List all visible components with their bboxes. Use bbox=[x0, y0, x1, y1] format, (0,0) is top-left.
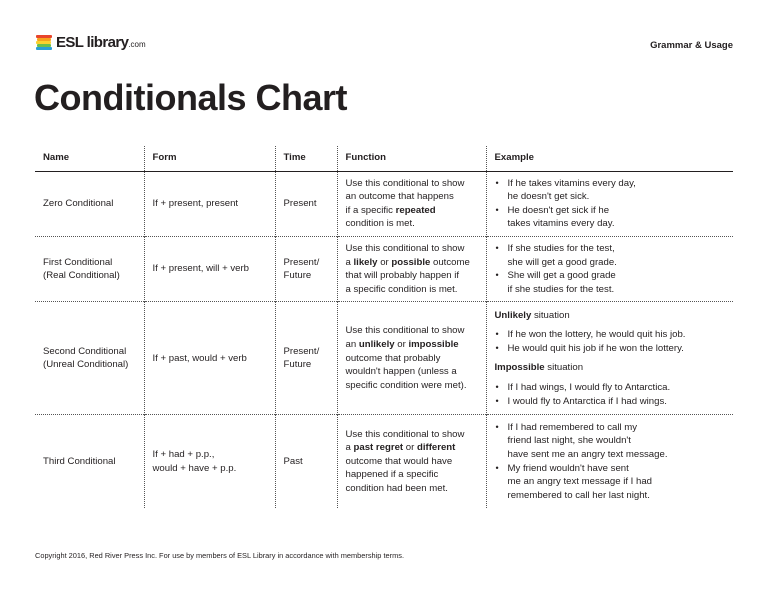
section-label: Grammar & Usage bbox=[650, 40, 733, 51]
row-time: Present/ Future bbox=[275, 302, 337, 415]
row-name: First Conditional (Real Conditional) bbox=[35, 236, 144, 301]
row-time: Present bbox=[275, 171, 337, 236]
list-item: • If he takes vitamins every day, he doesn't get sick. bbox=[495, 177, 726, 204]
list-item: • If I had wings, I would fly to Antarctica. bbox=[495, 381, 726, 395]
table-row bbox=[35, 302, 733, 415]
list-item: • She will get a good grade if she studies for the test. bbox=[495, 269, 726, 296]
unlikely-situation-label: Unlikely situation bbox=[494, 309, 570, 321]
row-form: If + past, would + verb bbox=[144, 302, 275, 415]
header-example: Example bbox=[486, 146, 733, 171]
row-time: Present/ Future bbox=[275, 236, 337, 301]
conditionals-table bbox=[35, 146, 733, 508]
table-row bbox=[35, 415, 733, 508]
row-function: Use this conditional to show an unlikely or impossible outcome that probably wouldn't happen (unless a specific condition were met). bbox=[337, 302, 486, 415]
list-item: • He would quit his job if he won the lottery. bbox=[495, 342, 726, 356]
row-function: Use this conditional to show an outcome that happens if a specific repeated condition is met. bbox=[337, 171, 486, 236]
header-form: Form bbox=[144, 146, 275, 171]
row-function: Use this conditional to show a past regret or different outcome that would have happened if a specific condition had been met. bbox=[337, 415, 486, 508]
list-item: • If he won the lottery, he would quit his job. bbox=[495, 328, 726, 342]
row-form: If + present, will + verb bbox=[144, 236, 275, 301]
row-example bbox=[486, 236, 733, 301]
esl-library-logo[interactable] bbox=[35, 34, 146, 51]
row-form: If + had + p.p., would + have + p.p. bbox=[144, 415, 275, 508]
row-example bbox=[486, 171, 733, 236]
row-example bbox=[486, 415, 733, 508]
copyright-footer: Copyright 2016, Red River Press Inc. For use by members of ESL Library in accordance with membership terms. bbox=[35, 551, 404, 560]
list-item: • If I had remembered to call my friend last night, she wouldn't have sent me an angry text message. bbox=[495, 421, 726, 462]
table-header-row bbox=[35, 146, 733, 171]
header-name: Name bbox=[35, 146, 144, 171]
list-item: • My friend wouldn't have sent me an angry text message if I had remembered to call her last night. bbox=[495, 462, 726, 503]
list-item: • If she studies for the test, she will get a good grade. bbox=[495, 242, 726, 269]
row-time: Past bbox=[275, 415, 337, 508]
page-title: Conditionals Chart bbox=[34, 77, 347, 118]
logo-books-icon bbox=[35, 34, 53, 51]
header-function: Function bbox=[337, 146, 486, 171]
row-form: If + present, present bbox=[144, 171, 275, 236]
list-item: • I would fly to Antarctica if I had wings. bbox=[495, 395, 726, 409]
row-name: Second Conditional (Unreal Conditional) bbox=[35, 302, 144, 415]
row-function: Use this conditional to show a likely or possible outcome that will probably happen if a specific condition is met. bbox=[337, 236, 486, 301]
header-time: Time bbox=[275, 146, 337, 171]
table-row bbox=[35, 171, 733, 236]
impossible-situation-label: Impossible situation bbox=[494, 362, 584, 374]
row-name: Third Conditional bbox=[35, 415, 144, 508]
list-item: • He doesn't get sick if he takes vitamins every day. bbox=[495, 204, 726, 231]
table-row bbox=[35, 236, 733, 301]
row-name: Zero Conditional bbox=[43, 197, 114, 209]
row-example bbox=[486, 302, 733, 415]
logo-wordmark: ESL library.com bbox=[56, 34, 146, 51]
